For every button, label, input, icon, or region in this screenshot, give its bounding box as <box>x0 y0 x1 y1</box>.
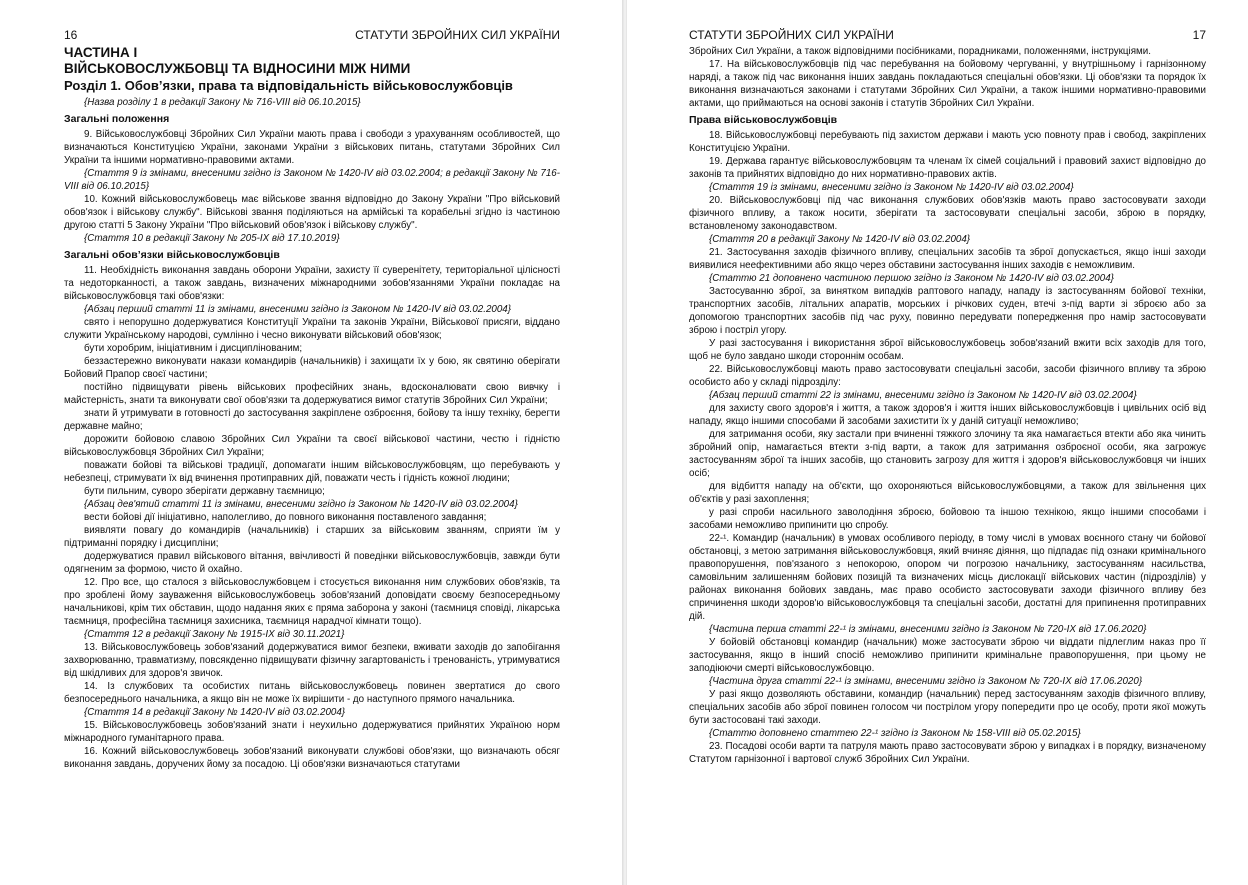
article-21-paragraph-3: У разі застосування і використання зброї військовослужбовець зобов'язаний вжити всіх заходів для того, щоб не було завдано шкоди стороннім особам. <box>689 338 1206 362</box>
article-17: 17. На військовослужбовців під час перебування на бойовому чергуванні, у внутрішньому і гарнізонному нарядi, а також під час виконання інших завдань покладаються спеціальні обов'язки. Ці обов'язки та порядок їх виконання визначаються законами і статутами Збройних Сил України, а також іншими нормативно-правовими актами, що приймаються на основі законів і статутів Збройних Сил України. <box>689 59 1206 109</box>
duty-item: бути хоробрим, ініціативним і дисциплінованим; <box>84 343 303 354</box>
left-page-number: 16 <box>64 28 78 42</box>
part-subtitle: ВІЙСЬКОВОСЛУЖБОВЦІ ТА ВІДНОСИНИ МІЖ НИМИ <box>64 61 411 76</box>
right-item: для відбиття нападу на об'єкти, що охороняються військовослужбовцями, а також для звільнення цих об'єктів у разі захоплення; <box>689 481 1206 505</box>
article-16-continued: Збройних Сил України, а також відповідними посібниками, порадниками, положеннями, інструкціями. <box>689 46 1151 57</box>
heading-general: Загальні положення <box>64 113 170 125</box>
article-21: 21. Застосування заходів фізичного впливу, спеціальних засобів та зброї допускається, якщо інші заходи виявилися неефективними або якщо через обставини застосування інших заходів є неможливим. <box>689 247 1206 271</box>
duty-item: постійно підвищувати рівень військових професійних знань, вдосконалювати свою вивчку і майстерність, знати та виконувати свої обов'язки та додержуватися вимог статутів Збройних Сил України; <box>64 382 560 406</box>
right-item: у разі спроби насильного заволодіння зброєю, бойовою та іншою технікою, якщо іншими способами і засобами неможливо припинити цю спробу. <box>689 507 1206 531</box>
article-22-1: 22-¹. Командир (начальник) в умовах особливого періоду, в тому числі в умовах воєнного стану чи бойової обстановці, з метою затримання військовослужбовця, який вчиняє діяння, що підпадає під ознаки кримінального правопорушення, пов'язаного з непокорою, опором чи погрозою начальнику, застосуванням насильства, самовільним залишенням бойових позицій та визначених місць дислокації військових частин (підрозділів) у районах виконання бойових завдань, має право особисто застосовувати заходи фізичного впливу без спричинення шкоди здоров'ю військовослужбовця та спеціальні засоби, достатні для припинення протиправних дій. <box>689 533 1206 622</box>
article-11-note-a: {Абзац перший статті 11 із змінами, внесеними згідно із Законом № 1420-IV від 03.02.2004} <box>84 304 512 315</box>
article-9-note: {Стаття 9 із змінами, внесеними згідно із Законом № 1420-IV від 03.02.2004; в редакції Закону № 716-VIII від 06.10.2015} <box>64 168 560 192</box>
right-running-title: СТАТУТИ ЗБРОЙНИХ СИЛ УКРАЇНИ <box>689 28 894 42</box>
heading-rights: Права військовослужбовців <box>689 114 838 126</box>
article-23: 23. Посадові особи варти та патруля мають право застосовувати зброю у випадках і в порядку, визначеному Статутом гарнізонної і вартової служб Збройних Сил України. <box>689 741 1206 765</box>
article-11-note-b: {Абзац дев'ятий статті 11 із змінами, внесеними згідно із Законом № 1420-IV від 03.02.2004} <box>84 499 518 510</box>
right-item: для захисту свого здоров'я і життя, а також здоров'я і життя інших військовослужбовців і цивільних осіб від нападу, якщо іншими способами й засобами захистити їх у даній ситуації неможливо; <box>689 403 1206 427</box>
article-14: 14. Із службових та особистих питань військовослужбовець повинен звертатися до свого безпосереднього начальника, а якщо він не може їх вирішити - до наступного прямого начальника. <box>64 681 560 705</box>
article-22-note: {Абзац перший статті 22 із змінами, внесеними згідно із Законом № 1420-IV від 03.02.2004} <box>709 390 1137 401</box>
duty-item: знати й утримувати в готовності до застосування закріплене озброєння, бойову та іншу техніку, берегти державне майно; <box>64 408 560 432</box>
duty-item: вести бойові дії ініціативно, наполегливо, до повного виконання поставленого завдання; <box>84 512 487 523</box>
right-page <box>627 0 1248 885</box>
article-22-1-note-c: {Статтю доповнено статтею 22-¹ згідно із Законом № 158-VIII від 05.02.2015} <box>709 728 1081 739</box>
article-21-note: {Статтю 21 доповнено частиною першою згідно із Законом № 1420-IV від 03.02.2004} <box>709 273 1114 284</box>
article-19: 19. Держава гарантує військовослужбовцям та членам їх сімей соціальний і правовий захист відповідно до законів та прийнятих відповідно до них нормативно-правових актів. <box>689 156 1206 180</box>
article-13: 13. Військовослужбовець зобов'язаний додержуватися вимог безпеки, вживати заходів до запобігання захворюванню, травматизму, повсякденно підвищувати фізичну загартованість і тренованість, утримуватися від шкідливих для здоров'я звичок. <box>64 642 560 679</box>
duty-item: свято і непорушно додержуватися Конституції України та законів України, Військової присяги, віддано служити Українському народові, сумлінно і чесно виконувати військовий обов'язок; <box>64 317 560 341</box>
duty-item: беззастережно виконувати накази командирів (начальників) і захищати їх у бою, як святиню оберігати Бойовий Прапор своєї частини; <box>64 356 560 380</box>
section-title: Розділ 1. Обов’язки, права та відповідальність військовослужбовців <box>64 78 513 93</box>
article-20-note: {Стаття 20 в редакції Закону № 1420-IV від 03.02.2004} <box>709 234 971 245</box>
article-21-paragraph-2: Застосуванню зброї, за винятком випадків раптового нападу, нападу із застосуванням бойової техніки, транспортних засобів, літальних апаратів, морських і річкових суден, втечі з-під варти зі зброєю або за допомогою транспортних засобів під час руху, повинно передувати попередження про намір застосовувати зброю і постріл угору. <box>689 286 1206 336</box>
heading-duties: Загальні обов’язки військовослужбовців <box>64 249 280 261</box>
left-page-body <box>64 45 560 771</box>
duty-item: бути пильним, суворо зберігати державну таємницю; <box>84 486 325 497</box>
left-running-title: СТАТУТИ ЗБРОЙНИХ СИЛ УКРАЇНИ <box>355 28 560 42</box>
article-16: 16. Кожний військовослужбовець зобов'язаний виконувати службові обов'язки, що визначають обсяг виконання завдань, доручених йому за посадою. Ці обов'язки визначаються статутами <box>64 746 560 770</box>
article-22: 22. Військовослужбовці мають право застосовувати спеціальні засоби, засоби фізичного впливу та зброю особисто або у складі підрозділу: <box>689 364 1206 388</box>
right-page-header <box>689 28 1206 43</box>
right-page-body <box>689 45 1206 766</box>
article-9: 9. Військовослужбовці Збройних Сил України мають права і свободи з урахуванням особливостей, що визначаються Конституцією України, законами України з військових питань, статутами Збройних Сил України та іншими нормативно-правовими актами. <box>64 129 560 166</box>
right-page-number: 17 <box>1192 28 1206 42</box>
duty-item: поважати бойові та військові традиції, допомагати іншим військовослужбовцям, що перебувають у небезпеці, стримувати їх від вчинення протиправних дій, поважати честь і гідність кожної людини; <box>64 460 560 484</box>
article-20: 20. Військовослужбовці під час виконання службових обов'язків мають право застосовувати заходи фізичного впливу, а також носити, зберігати та застосовувати спеціальні засоби, зброю в порядку, встановленому законодавством. <box>689 195 1206 232</box>
article-11: 11. Необхідність виконання завдань оборони України, захисту її суверенітету, територіальної цілісності та недоторканності, а також завдань, визначених міжнародними зобов'язаннями України покладає на військовослужбовця такі обов'язки: <box>64 265 560 302</box>
article-19-note: {Стаття 19 із змінами, внесеними згідно із Законом № 1420-IV від 03.02.2004} <box>709 182 1074 193</box>
section-note: {Назва розділу 1 в редакції Закону № 716-VIII від 06.10.2015} <box>84 97 361 108</box>
article-22-1-note-a: {Частина перша статті 22-¹ із змінами, внесеними згідно із Законом № 720-IX від 17.06.2020} <box>709 624 1147 635</box>
left-page-header <box>64 28 560 43</box>
article-12: 12. Про все, що сталося з військовослужбовцем і стосується виконання ним службових обов'язків, та про зроблені йому зауваження військовослужбовець зобов'язаний доповідати своєму безпосередньому начальникові, крім тих обставин, щодо надання яких є пряма заборона у законі (таємниця сповіді, лікарська таємниця, професійна таємниця захисника, таємниця нарадчої кімнати тощо). <box>64 577 560 627</box>
article-22-1-paragraph-2: У бойовій обстановці командир (начальник) може застосувати зброю чи віддати підлеглим наказ про її застосування, якщо в інший спосіб неможливо припинити кримінальне правопорушення, при цьому не заподіюючи смерті військовослужбовцю. <box>689 637 1206 674</box>
article-12-note: {Стаття 12 в редакції Закону № 1915-IX від 30.11.2021} <box>84 629 345 640</box>
duty-item: додержуватися правил військового вітання, ввічливості й поведінки військовослужбовців, завжди бути одягненим за формою, чисто й охайно. <box>64 551 560 575</box>
duty-item: виявляти повагу до командирів (начальників) і старших за військовим званням, сприяти їм у підтриманні порядку і дисципліни; <box>64 525 560 549</box>
article-15: 15. Військовослужбовець зобов'язаний знати і неухильно додержуватися прийнятих Україною норм міжнародного гуманітарного права. <box>64 720 560 744</box>
part-title: ЧАСТИНА І <box>64 45 138 60</box>
article-22-1-paragraph-3: У разі якщо дозволяють обставини, командир (начальник) перед застосуванням заходів фізичного впливу, спеціальних засобів або зброї повинен голосом чи пострілом угору попередити про це особу, проти якої можуть бути застосовані такі заходи. <box>689 689 1206 726</box>
article-10: 10. Кожний військовослужбовець має військове звання відповідно до Закону України "Про військовий обов'язок і військову службу". Військові звання поділяються на армійські та корабельні згідно із частиною другою статті 5 Закону України "Про військовий обов'язок і військову службу". <box>64 194 560 231</box>
left-page <box>0 0 622 885</box>
article-18: 18. Військовослужбовці перебувають під захистом держави і мають усю повноту прав і свобод, закріплених Конституцією України. <box>689 130 1206 154</box>
article-10-note: {Стаття 10 в редакції Закону № 205-IX від 17.10.2019} <box>84 233 340 244</box>
right-item: для затримання особи, яку застали при вчиненні тяжкого злочину та яка намагається втекти або яка чинить збройний опір, намагається втекти з-під варти, а також для затримання озброєної особи, яка загрожує застосуванням зброї та інших засобів, що становить загрозу для життя і здоров'я військовослужбовця чи інших осіб; <box>689 429 1206 479</box>
article-22-1-note-b: {Частина друга статті 22-¹ із змінами, внесеними згідно із Законом № 720-IX від 17.06.2020} <box>709 676 1143 687</box>
duty-item: дорожити бойовою славою Збройних Сил України та своєї військової частини, честю і гідністю військовослужбовця Збройних Сил України; <box>64 434 560 458</box>
article-14-note: {Стаття 14 в редакції Закону № 1420-IV від 03.02.2004} <box>84 707 346 718</box>
